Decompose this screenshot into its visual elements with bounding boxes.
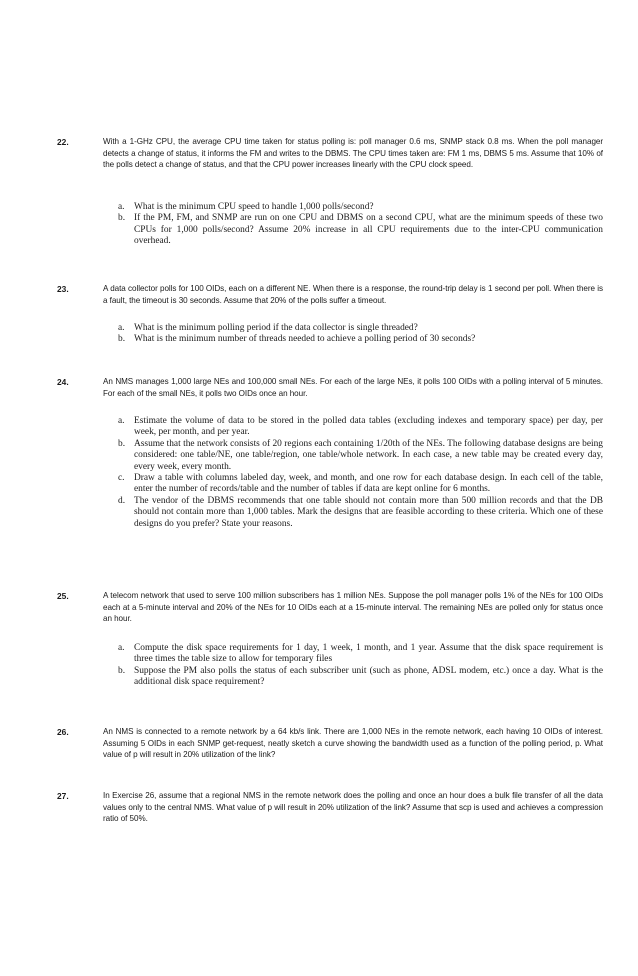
subquestion-text: What is the minimum polling period if the data collector is single threaded?	[134, 323, 418, 333]
subquestion-label: d.	[118, 495, 126, 506]
subquestion	[118, 334, 603, 345]
subquestion	[118, 496, 603, 530]
subquestion-text: What is the minimum number of threads needed to achieve a polling period of 30 seconds?	[134, 334, 476, 345]
subquestion	[118, 439, 603, 473]
subquestion-list	[118, 202, 603, 248]
subquestion	[118, 666, 603, 689]
subquestion-text: Suppose the PM also polls the status of each subscriber unit (such as phone, ADSL modem, etc.) once a day. What is the additional disk space requirement?	[134, 665, 603, 688]
subquestion-text: Draw a table with columns labeled day, week, and month, and one row for each database design. In each cell of the table, enter the number of records/table and the number of tables if data are kept online for 6 months.	[134, 473, 603, 495]
problem-statement: In Exercise 26, assume that a regional NMS in the remote network does the polling and once an hour does a bulk file transfer of all the data values only to the central NMS. What value of p will result in 20% utilization of the link? Assume that scp is used and achieves a compression ratio of 50%.	[103, 791, 603, 824]
subquestion-text: Compute the disk space requirements for 1 day, 1 week, 1 month, and 1 year. Assume that the disk space requirement is three times the table size to allow for temporary files	[134, 643, 603, 665]
subquestion-label: b.	[118, 334, 126, 345]
subquestion-text: Assume that the network consists of 20 regions each containing 1/20th of the NEs. The following database designs are being considered: one table/NE, one table/region, one table/whole network. In each case, a new table may be created every day, every week, every month.	[134, 438, 603, 472]
problem-statement: An NMS is connected to a remote network by a 64 kb/s link. There are 1,000 NEs in the remote network, each having 10 OIDs of interest. Assuming 5 OIDs in each SNMP get-request, neatly sketch a curve showing the bandwidth used as a function of the polling period, p. What value of p will result in 20% utilization of the link?	[103, 727, 603, 760]
problem-number: 27.	[57, 791, 69, 801]
subquestion-list	[118, 643, 603, 689]
problem-statement: With a 1-GHz CPU, the average CPU time taken for status polling is: poll manager 0.6 ms, SNMP stack 0.8 ms. When the poll manager detects a change of status, it informs the FM and writes to the DBMS. The CPU times taken are: FM 1 ms, DBMS 5 ms. Assume that 10% of the polls detect a change of status, and that the CPU power increases linearly with the CPU clock speed.	[103, 137, 603, 170]
subquestion-label: b.	[118, 438, 126, 449]
problem-number: 26.	[57, 727, 69, 737]
subquestion	[118, 202, 603, 213]
subquestion-text: If the PM, FM, and SNMP are run on one CPU and DBMS on a second CPU, what are the minimum speeds of these two CPUs for 1,000 polls/second? Assume 20% increase in all CPU requirements due to the inter-CPU communication overhead.	[134, 213, 603, 247]
subquestion-label: b.	[118, 213, 126, 224]
problem-statement: An NMS manages 1,000 large NEs and 100,000 small NEs. For each of the large NEs, it polls 100 OIDs with a polling interval of 5 minutes. For each of the small NEs, it polls two OIDs once an hour.	[103, 377, 603, 398]
subquestion-text: What is the minimum CPU speed to handle 1,000 polls/second?	[134, 202, 374, 212]
subquestion-label: a.	[118, 643, 125, 653]
subquestion-label: a.	[118, 202, 125, 212]
problem-number: 25.	[57, 591, 69, 601]
subquestion	[118, 643, 603, 666]
problem-number: 23.	[57, 284, 69, 294]
subquestion-list	[118, 416, 603, 530]
subquestion	[118, 416, 603, 439]
subquestion	[118, 213, 603, 247]
subquestion-label: c.	[118, 473, 125, 484]
subquestion	[118, 473, 603, 496]
subquestion-label: a.	[118, 323, 125, 333]
problem-statement: A data collector polls for 100 OIDs, each on a different NE. When there is a response, the round-trip delay is 1 second per poll. When there is a fault, the timeout is 30 seconds. Assume that 20% of the polls suffer a timeout.	[103, 284, 603, 305]
subquestion-list	[118, 323, 603, 346]
problem-number: 22.	[57, 137, 69, 147]
problem-number: 24.	[57, 377, 69, 387]
problem-statement: A telecom network that used to serve 100 million subscribers has 1 million NEs. Suppose the poll manager polls 1% of the NEs for 100 OIDs each at a 5-minute interval and 20% of the NEs for 10 OIDs each at a 15-minute interval. The remaining NEs are polled only for status once an hour.	[103, 591, 603, 624]
subquestion-text: The vendor of the DBMS recommends that one table should not contain more than 500 million records and that the DB should not contain more than 1,000 tables. Mark the designs that are feasible according to these criteria. Which one of these designs do you prefer? State your reasons.	[134, 495, 603, 529]
subquestion	[118, 323, 603, 334]
subquestion-text: Estimate the volume of data to be stored in the polled data tables (excluding indexes and temporary space) per day, per week, per month, and per year.	[134, 416, 603, 438]
subquestion-label: b.	[118, 665, 126, 676]
subquestion-label: a.	[118, 416, 125, 426]
